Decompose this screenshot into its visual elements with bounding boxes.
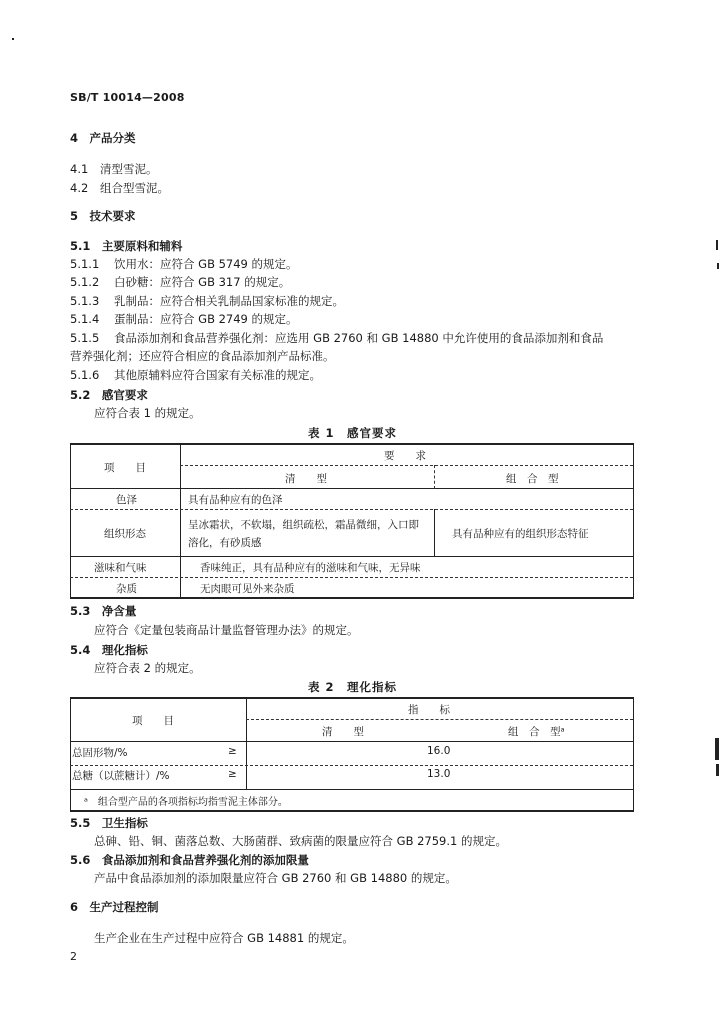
table-1-header-item: 项 目 bbox=[104, 462, 146, 474]
clause-5-1-3: 5.1.3 乳制品：应符合相关乳制品国家标准的规定。 bbox=[70, 294, 344, 308]
table-1-row-taste-value: 香味纯正，具有品种应有的滋味和气味，无异味 bbox=[200, 562, 421, 574]
table-1-row-color-value: 具有品种应有的色泽 bbox=[188, 494, 283, 506]
section-5-4-title: 5.4 理化指标 bbox=[70, 643, 148, 657]
table-1-header-requirement: 要 求 bbox=[384, 450, 426, 462]
table-1-header-combo-type: 组 合 型 bbox=[506, 473, 559, 485]
section-5-5-title: 5.5 卫生指标 bbox=[70, 816, 148, 830]
table-1-row-impurity-value: 无肉眼可见外来杂质 bbox=[200, 583, 295, 595]
table-2-caption: 表 2 理化指标 bbox=[308, 680, 398, 694]
table-2-row-solids-op: ≥ bbox=[228, 745, 237, 757]
section-5-1-title: 5.1 主要原料和辅料 bbox=[70, 239, 183, 253]
table-2-row-solids-value: 16.0 bbox=[427, 745, 451, 757]
table-1-row-texture-clear-line1: 呈冰霜状，不软塌，组织疏松，霜晶微细，入口即 bbox=[188, 519, 419, 531]
table-2-row-sugar-op: ≥ bbox=[228, 768, 237, 780]
table-2-header-combo-type: 组 合 型ᵃ bbox=[508, 726, 565, 738]
table-2-row-solids-item: 总固形物/% bbox=[72, 747, 128, 759]
section-5-6-title: 5.6 食品添加剂和食品营养强化剂的添加限量 bbox=[70, 853, 309, 867]
table-1-row-impurity-item: 杂质 bbox=[116, 583, 137, 595]
table-2-row-sugar-value: 13.0 bbox=[427, 768, 451, 780]
scan-mark bbox=[716, 764, 719, 776]
section-5-3-title: 5.3 净含量 bbox=[70, 604, 137, 618]
clause-4-1: 4.1 清型雪泥。 bbox=[70, 162, 158, 176]
clause-5-1-4: 5.1.4 蛋制品：应符合 GB 2749 的规定。 bbox=[70, 312, 298, 326]
section-5-4-body: 应符合表 2 的规定。 bbox=[94, 661, 201, 675]
clause-5-1-1: 5.1.1 饮用水：应符合 GB 5749 的规定。 bbox=[70, 257, 298, 271]
clause-5-1-5: 5.1.5 食品添加剂和食品营养强化剂：应选用 GB 2760 和 GB 14880 中允许使用的食品添加剂和食品 bbox=[70, 331, 604, 345]
section-5-5-body: 总砷、铅、铜、菌落总数、大肠菌群、致病菌的限量应符合 GB 2759.1 的规定。 bbox=[94, 834, 508, 848]
table-2-header-clear-type: 清 型 bbox=[322, 726, 364, 738]
scan-mark bbox=[716, 240, 718, 250]
section-5-2-title: 5.2 感官要求 bbox=[70, 388, 148, 402]
section-5-6-body: 产品中食品添加剂的添加限量应符合 GB 2760 和 GB 14880 的规定。 bbox=[94, 871, 457, 885]
table-1-caption: 表 1 感官要求 bbox=[308, 426, 398, 440]
table-2-footnote: ᵃ 组合型产品的各项指标均指雪泥主体部分。 bbox=[84, 797, 288, 808]
clause-5-1-6: 5.1.6 其他原辅料应符合国家有关标准的规定。 bbox=[70, 368, 321, 382]
table-1-row-texture-item: 组织形态 bbox=[104, 528, 146, 540]
clause-5-1-5-continued: 营养强化剂；还应符合相应的食品添加剂产品标准。 bbox=[70, 349, 335, 363]
table-2-row-sugar-item: 总糖（以蔗糖计）/% bbox=[72, 770, 170, 782]
scan-mark bbox=[715, 738, 719, 760]
clause-4-2: 4.2 组合型雪泥。 bbox=[70, 181, 169, 195]
section-6-body: 生产企业在生产过程中应符合 GB 14881 的规定。 bbox=[94, 931, 354, 945]
section-6-title: 6 生产过程控制 bbox=[70, 900, 159, 914]
section-4-title: 4 产品分类 bbox=[70, 131, 136, 145]
table-1-row-texture-combo: 具有品种应有的组织形态特征 bbox=[452, 528, 589, 540]
scan-mark bbox=[12, 38, 14, 40]
table-1-row-texture-clear-line2: 溶化，有砂质感 bbox=[188, 537, 262, 549]
section-5-2-body: 应符合表 1 的规定。 bbox=[94, 406, 201, 420]
scan-mark bbox=[717, 263, 719, 269]
table-1-row-color-item: 色泽 bbox=[116, 494, 137, 506]
table-1-header-clear-type: 清 型 bbox=[285, 473, 327, 485]
section-5-title: 5 技术要求 bbox=[70, 209, 136, 223]
page-number: 2 bbox=[70, 950, 77, 963]
table-2-header-index: 指 标 bbox=[408, 704, 450, 716]
table-2-header-item: 项 目 bbox=[132, 715, 174, 727]
section-5-3-body: 应符合《定量包装商品计量监督管理办法》的规定。 bbox=[94, 623, 359, 637]
clause-5-1-2: 5.1.2 白砂糖：应符合 GB 317 的规定。 bbox=[70, 275, 291, 289]
standard-code: SB/T 10014—2008 bbox=[70, 91, 185, 104]
table-1-row-taste-item: 滋味和气味 bbox=[94, 562, 147, 574]
